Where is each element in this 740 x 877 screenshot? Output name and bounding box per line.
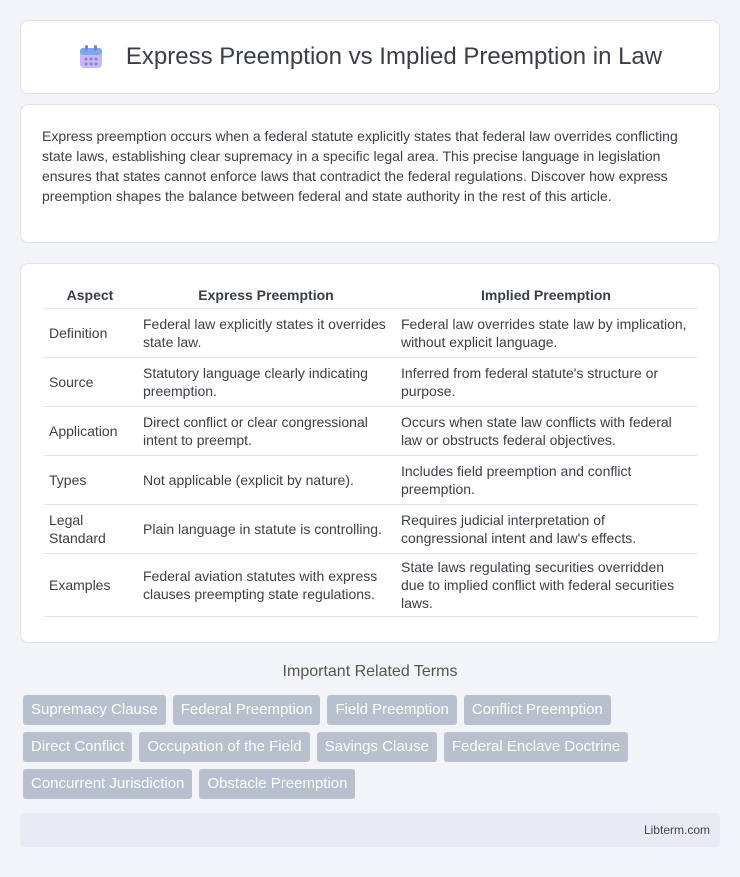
cell-aspect: Types [43, 455, 137, 504]
cell-express: Direct conflict or clear congressional intent to preempt. [137, 406, 395, 455]
header-express: Express Preemption [137, 282, 395, 308]
cell-aspect: Legal Standard [43, 504, 137, 553]
title-card [20, 20, 720, 94]
comparison-table [43, 282, 697, 617]
footer [20, 813, 720, 847]
related-terms-list [23, 695, 723, 806]
cell-aspect: Definition [43, 308, 137, 357]
related-term-tag[interactable]: Federal Enclave Doctrine [444, 732, 628, 762]
cell-implied: Occurs when state law conflicts with federal law or obstructs federal objectives. [395, 406, 697, 455]
related-term-tag[interactable]: Direct Conflict [23, 732, 132, 762]
table-row [43, 553, 697, 616]
table-row [43, 406, 697, 455]
calendar-icon [78, 44, 104, 70]
related-term-tag[interactable]: Field Preemption [327, 695, 456, 725]
cell-implied: Inferred from federal statute's structure or purpose. [395, 357, 697, 406]
intro-card [20, 104, 720, 243]
cell-express: Not applicable (explicit by nature). [137, 455, 395, 504]
cell-implied: Federal law overrides state law by implication, without explicit language. [395, 308, 697, 357]
cell-aspect: Source [43, 357, 137, 406]
cell-implied: State laws regulating securities overridden due to implied conflict with federal securities laws. [395, 553, 697, 616]
cell-aspect: Examples [43, 553, 137, 616]
related-term-tag[interactable]: Conflict Preemption [464, 695, 611, 725]
cell-express: Federal aviation statutes with express clauses preempting state regulations. [137, 553, 395, 616]
header-aspect: Aspect [43, 282, 137, 308]
cell-implied: Includes field preemption and conflict preemption. [395, 455, 697, 504]
related-term-tag[interactable]: Occupation of the Field [139, 732, 309, 762]
comparison-table-card [20, 263, 720, 643]
table-row [43, 308, 697, 357]
header-implied: Implied Preemption [395, 282, 697, 308]
footer-site-link[interactable]: Libterm.com [643, 823, 710, 837]
related-term-tag[interactable]: Supremacy Clause [23, 695, 166, 725]
related-term-tag[interactable]: Savings Clause [317, 732, 437, 762]
related-terms-heading: Important Related Terms [282, 663, 458, 680]
intro-text: Express preemption occurs when a federal statute explicitly states that federal law overrides conflicting state laws, establishing clear supremacy in a specific legal area. This precise language in legislation ensures that states cannot enforce laws that contradict the federal regulations. Discover how express preemption shapes the balance between federal and state authority in the rest of this article. [42, 128, 678, 204]
cell-implied: Requires judicial interpretation of congressional intent and law's effects. [395, 504, 697, 553]
table-row [43, 504, 697, 553]
table-row [43, 357, 697, 406]
cell-aspect: Application [43, 406, 137, 455]
related-term-tag[interactable]: Federal Preemption [173, 695, 321, 725]
page-title: Express Preemption vs Implied Preemption in Law [125, 43, 663, 70]
related-term-tag[interactable]: Concurrent Jurisdiction [23, 769, 192, 799]
cell-express: Federal law explicitly states it overrides state law. [137, 308, 395, 357]
table-row [43, 455, 697, 504]
related-term-tag[interactable]: Obstacle Preemption [199, 769, 355, 799]
cell-express: Statutory language clearly indicating preemption. [137, 357, 395, 406]
cell-express: Plain language in statute is controlling. [137, 504, 395, 553]
